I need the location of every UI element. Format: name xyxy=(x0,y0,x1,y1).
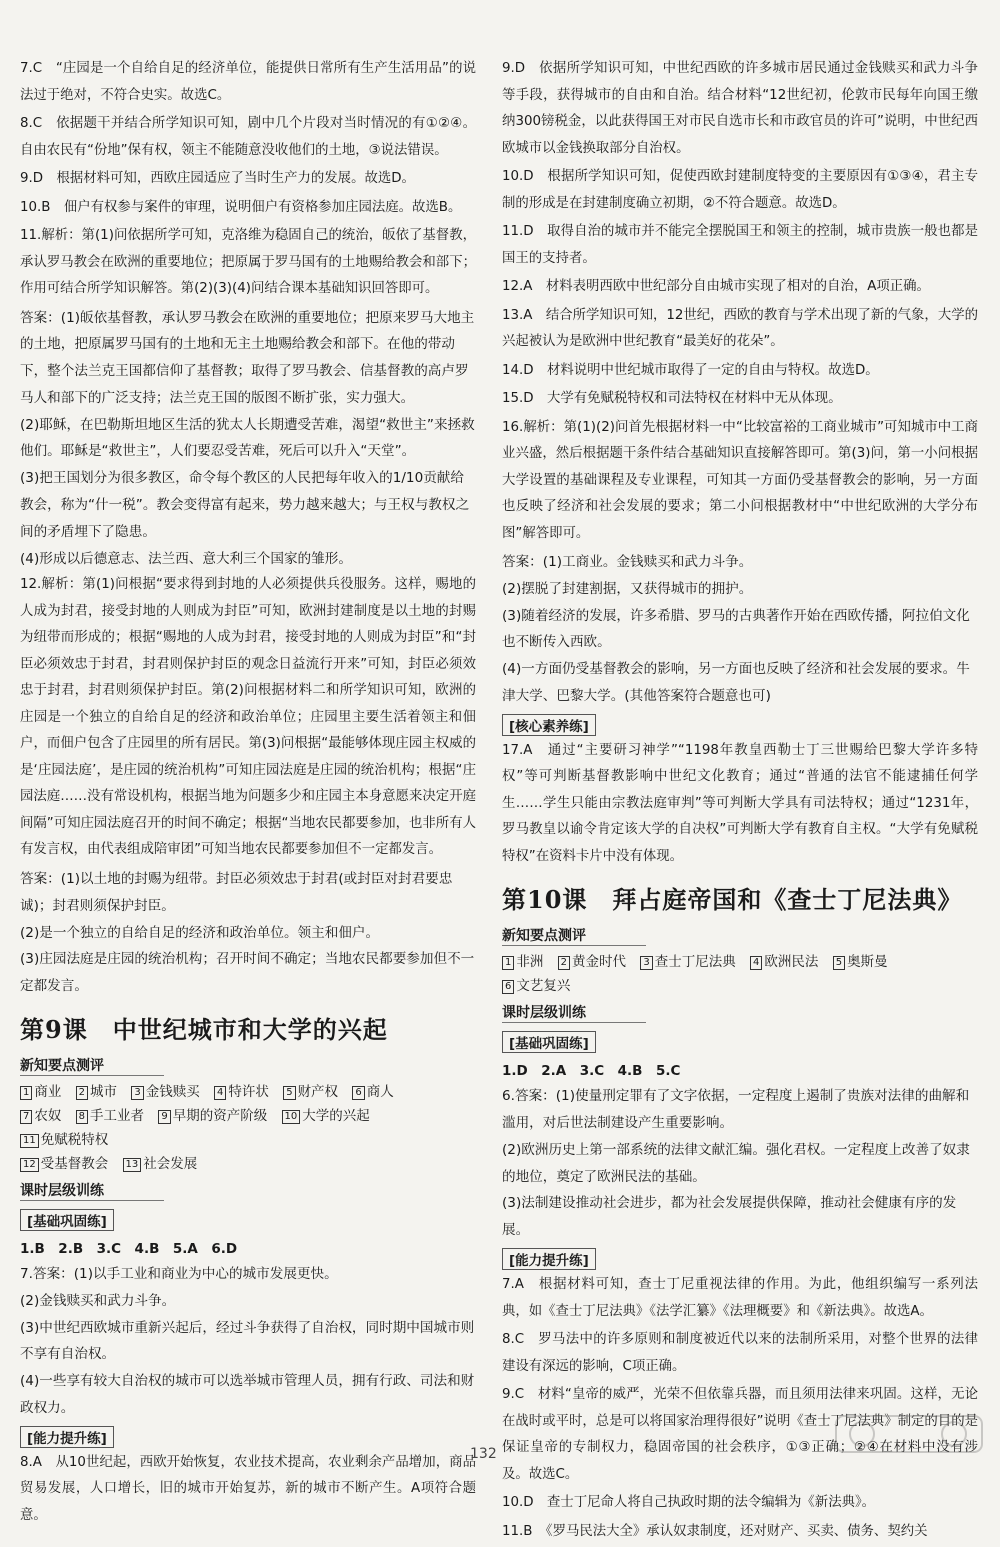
section-ability-practice: [能力提升练] xyxy=(20,1426,114,1448)
lesson-9-answer-7-part2: (2)金钱赎买和武力斗争。 xyxy=(20,1292,176,1309)
lesson-10-answer-9: 9.C 材料“皇帝的威严，光荣不但依靠兵器，而且须用法律来巩固。这样，无论在战时或平时，总是可以将国家治理得很好”说明《查士丁尼法典》制定的目的是保证皇帝的专制权力，稳固帝国的社会秩序，①③正确；②④在材料中没有涉及。故选C。 xyxy=(502,1387,979,1482)
key-point: 3 金钱赎买 xyxy=(131,1084,199,1100)
key-point: 4 欧洲民法 xyxy=(750,954,818,970)
answer-12-part2: (2)是一个独立的自给自足的经济和政治单位。领主和佃户。 xyxy=(20,924,380,941)
answer-11-part4: (4)形成以后德意志、法兰西、意大利三个国家的雏形。 xyxy=(20,550,352,567)
lesson-9-answer-8: 8.A 从10世纪起，西欧开始恢复，农业技术提高，农业剩余产品增加，商品贸易发展，人口增长，旧的城市开始复苏，新的城市不断产生。A项符合题意。 xyxy=(20,1454,476,1523)
watermark-logo xyxy=(834,1410,984,1458)
answer-12-analysis: 12.解析：第(1)问根据“要求得到封地的人必须提供兵役服务。这样，赐地的人成为封君，接受封地的人则成为封臣”可知，欧洲封建制度是以土地的封赐为纽带而形成的；根据“赐地的人成为封君，接受封地的人则成为封臣”和“封臣必须效忠于封君，封君则保护封臣的观念日益流行开来”可知，封臣必须效忠于封君，封君则须保护封臣。第(2)问根据材料二和所学知识可知，欧洲的庄园是一个独立的自给自足的经济和政治单位；庄园里主要生活着领主和佃户，而佃户包含了庄园里的所有居民。第(3)问根据“最能够体现庄园主权威的是‘庄园法庭’，是庄园的统治机构”可知庄园法庭是庄园的统治机构；根据“庄园法庭……没有常设机构，根据当地为问题多少和庄园主本身意愿来决定开庭间隔”可知庄园法庭召开的时间不确定；根据“当地农民都要参加，也非所有人有发言权，由代表组成陪审团”可知当地农民都要参加但不一定都发言。 xyxy=(20,577,476,858)
answer-11: 11.D 取得自治的城市并不能完全摆脱国王和领主的控制，城市贵族一般也都是国王的支持者。 xyxy=(502,224,978,266)
lesson-10-key-points xyxy=(502,950,978,998)
key-point: 6 商人 xyxy=(352,1084,393,1100)
key-point: 10 大学的兴起 xyxy=(282,1108,370,1124)
lesson-10-answer-11: 11.B 《罗马民法大全》承认奴隶制度，还对财产、买卖、债务、契约关 xyxy=(502,1523,928,1539)
lesson-10-title: 第10课 拜占庭帝国和《查士丁尼法典》 xyxy=(502,885,963,915)
answer-12: 12.A 材料表明西欧中世纪部分自由城市实现了相对的自治，A项正确。 xyxy=(502,279,930,294)
key-point: 2 黄金时代 xyxy=(558,954,626,970)
lesson-10-choice-answers: 1.D 2.A 3.C 4.B 5.C xyxy=(502,1063,681,1080)
key-point: 5 奥斯曼 xyxy=(833,954,888,970)
key-point: 13 社会发展 xyxy=(123,1156,198,1172)
answer-8: 8.C 依据题干并结合所学知识可知，剧中几个片段对当时情况的有①②④。自由农民有“份地”保有权，领主不能随意没收他们的土地，③说法错误。 xyxy=(20,116,476,158)
left-column xyxy=(20,56,476,1531)
answer-11-part3: (3)把王国划分为很多教区，命令每个教区的人民把每年收入的1/10贡献给教会，称为“什一税”。教会变得富有起来，势力越来越大；与王权与教权之间的矛盾埋下了隐患。 xyxy=(20,470,470,540)
section-basic-practice: [基础巩固练] xyxy=(502,1031,596,1053)
answer-10: 10.D 根据所学知识可知，促使西欧封建制度特变的主要原因有①③④，君主专制的形成是在封建制度确立初期，②不符合题意。故选D。 xyxy=(502,169,978,211)
key-point: 7 农奴 xyxy=(20,1108,61,1124)
lesson-10-answer-6-part3: (3)法制建设推动社会进步，都为社会发展提供保障，推动社会健康有序的发展。 xyxy=(502,1195,957,1239)
section-new-knowledge: 新知要点测评 xyxy=(20,1055,164,1076)
answer-12-part1: 答案：(1)以土地的封赐为纽带。封臣必须效忠于封君(或封臣对封君要忠诚)；封君则须保护封臣。 xyxy=(20,870,453,914)
answer-15: 15.D 大学有免赋税特权和司法特权在材料中无从体现。 xyxy=(502,391,842,406)
answer-16-part2: (2)摆脱了封建割据，又获得城市的拥护。 xyxy=(502,580,753,597)
section-lesson-training: 课时层级训练 xyxy=(502,1002,646,1023)
answer-17: 17.A 通过“主要研习神学”“1198年教皇西勒士丁三世赐给巴黎大学许多特权”等可判断基督教影响中世纪文化教育；通过“普通的法官不能逮捕任何学生……学生只能由宗教法庭审判”等可判断大学具有司法特权；通过“1231年，罗马教皇以谕令肯定该大学的自决权”可判断大学有教育自主权。“大学有免赋税特权”在资料卡片中没有体现。 xyxy=(502,742,978,864)
section-ability-practice: [能力提升练] xyxy=(502,1248,596,1270)
answer-7: 7.C “庄园是一个自给自足的经济单位，能提供日常所有生产生活用品”的说法过于绝对，不符合史实。故选C。 xyxy=(20,61,476,103)
section-new-knowledge: 新知要点测评 xyxy=(502,925,646,946)
key-point: 11 免赋税特权 xyxy=(20,1132,108,1148)
section-basic-practice: [基础巩固练] xyxy=(20,1209,114,1231)
key-point: 12 受基督教会 xyxy=(20,1156,108,1172)
answer-10: 10.B 佃户有权参与案件的审理，说明佃户有资格参加庄园法庭。故选B。 xyxy=(20,199,462,215)
answer-16-analysis: 16.解析：第(1)(2)问首先根据材料一中“比较富裕的工商业城市”可知城市中工商业兴盛，然后根据题干条件结合基础知识直接解答即可。第(3)问，第一小问根据大学设置的基础课程及专业课程，可知其一方面仍受基督教会的影响，另一方面也反映了经济和社会发展的要求；第二小问根据教材中“中世纪欧洲的大学分布图”解答即可。 xyxy=(502,419,978,541)
lesson-10-answer-6-part2: (2)欧洲历史上第一部系统的法律文献汇编。强化君权。一定程度上改善了奴隶的地位，奠定了欧洲民法的基础。 xyxy=(502,1141,970,1185)
answer-11-part1: 答案：(1)皈依基督教，承认罗马教会在欧洲的重要地位；把原来罗马大地主的土地，把原属罗马国有的土地和无主土地赐给教会和部下。在他的带动下，整个法兰克王国都信仰了基督教；取得了罗马教会、信基督教的高卢罗马人和部下的广泛支持；法兰克王国的版图不断扩张，实力强大。 xyxy=(20,309,475,406)
lesson-9-title: 第9课 中世纪城市和大学的兴起 xyxy=(20,1014,388,1044)
key-point: 9 早期的资产阶级 xyxy=(158,1108,267,1124)
answer-16-part1: 答案：(1)工商业。金钱赎买和武力斗争。 xyxy=(502,554,753,570)
key-point: 6 文艺复兴 xyxy=(502,978,570,994)
section-lesson-training: 课时层级训练 xyxy=(20,1180,164,1201)
answer-11-analysis: 11.解析：第(1)问依据所学可知，克洛维为稳固自己的统治，皈依了基督教，承认罗马教会在欧洲的重要地位；把原属于罗马国有的土地赐给教会和部下；作用可结合所学知识解答。第(2)(3)(4)问结合课本基础知识回答即可。 xyxy=(20,228,476,296)
lesson-9-answer-7-part3: (3)中世纪西欧城市重新兴起后，经过斗争获得了自治权，同时期中国城市则不享有自治权。 xyxy=(20,1319,475,1363)
answer-9: 9.D 依据所学知识可知，中世纪西欧的许多城市居民通过金钱赎买和武力斗争等手段，获得城市的自由和自治。结合材料“12世纪初，伦敦市民每年向国王缴纳300镑税金，以此获得国王对市民自选市长和市政官员的许可”说明，中世纪西欧城市以金钱换取部分自治权。 xyxy=(502,61,978,156)
right-column xyxy=(502,56,978,1547)
key-point: 4 特许状 xyxy=(214,1084,269,1100)
key-point: 1 商业 xyxy=(20,1084,61,1100)
answer-14: 14.D 材料说明中世纪城市取得了一定的自由与特权。故选D。 xyxy=(502,362,879,378)
lesson-10-answer-10: 10.D 查士丁尼命人将自己执政时期的法令编辑为《新法典》。 xyxy=(502,1495,876,1511)
section-core-literacy: [核心素养练] xyxy=(502,714,596,736)
key-point: 3 查士丁尼法典 xyxy=(640,954,735,970)
key-point: 1 非洲 xyxy=(502,954,543,970)
answer-9: 9.D 根据材料可知，西欧庄园适应了当时生产力的发展。故选D。 xyxy=(20,171,415,186)
lesson-10-answer-7: 7.A 根据材料可知，查士丁尼重视法律的作用。为此，他组织编写一系列法典，如《查士丁尼法典》《法学汇纂》《法理概要》和《新法典》。故选A。 xyxy=(502,1277,978,1319)
answer-12-part3: (3)庄园法庭是庄园的统治机构；召开时间不确定；当地农民都要参加但不一定都发言。 xyxy=(20,951,475,995)
lesson-9-answer-7-part1: 7.答案：(1)以手工业和商业为中心的城市发展更快。 xyxy=(20,1265,338,1282)
lesson-10-answer-8: 8.C 罗马法中的许多原则和制度被近代以来的法制所采用，对整个世界的法律建设有深远的影响，C项正确。 xyxy=(502,1332,978,1374)
lesson-9-answer-7-part4: (4)一些享有较大自治权的城市可以选举城市管理人员，拥有行政、司法和财政权力。 xyxy=(20,1373,475,1416)
key-point: 8 手工业者 xyxy=(76,1108,144,1124)
key-point: 5 财产权 xyxy=(283,1084,338,1100)
lesson-9-choice-answers: 1.B 2.B 3.C 4.B 5.A 6.D xyxy=(20,1240,238,1257)
lesson-10-answer-6-part1: 6.答案：(1)使量刑定罪有了文字依据，一定程度上遏制了贵族对法律的曲解和滥用，对后世法制建设产生重要影响。 xyxy=(502,1088,970,1132)
answer-13: 13.A 结合所学知识可知，12世纪，西欧的教育与学术出现了新的气象，大学的兴起被认为是欧洲中世纪教育“最美好的花朵”。 xyxy=(502,307,978,349)
answer-16-part3: (3)随着经济的发展，许多希腊、罗马的古典著作开始在西欧传播，阿拉伯文化也不断传入西欧。 xyxy=(502,607,970,651)
lesson-9-key-points xyxy=(20,1080,476,1176)
key-point: 2 城市 xyxy=(76,1084,117,1100)
page-number: 132 xyxy=(470,1446,497,1462)
answer-16-part4: (4)一方面仍受基督教会的影响，另一方面也反映了经济和社会发展的要求。牛津大学、巴黎大学。(其他答案符合题意也可) xyxy=(502,661,970,704)
answer-11-part2: (2)耶稣，在巴勒斯坦地区生活的犹太人长期遭受苦难，渴望“救世主”来拯救他们。耶稣是“救世主”，人们要忍受苦难，死后可以升入“天堂”。 xyxy=(20,416,475,460)
